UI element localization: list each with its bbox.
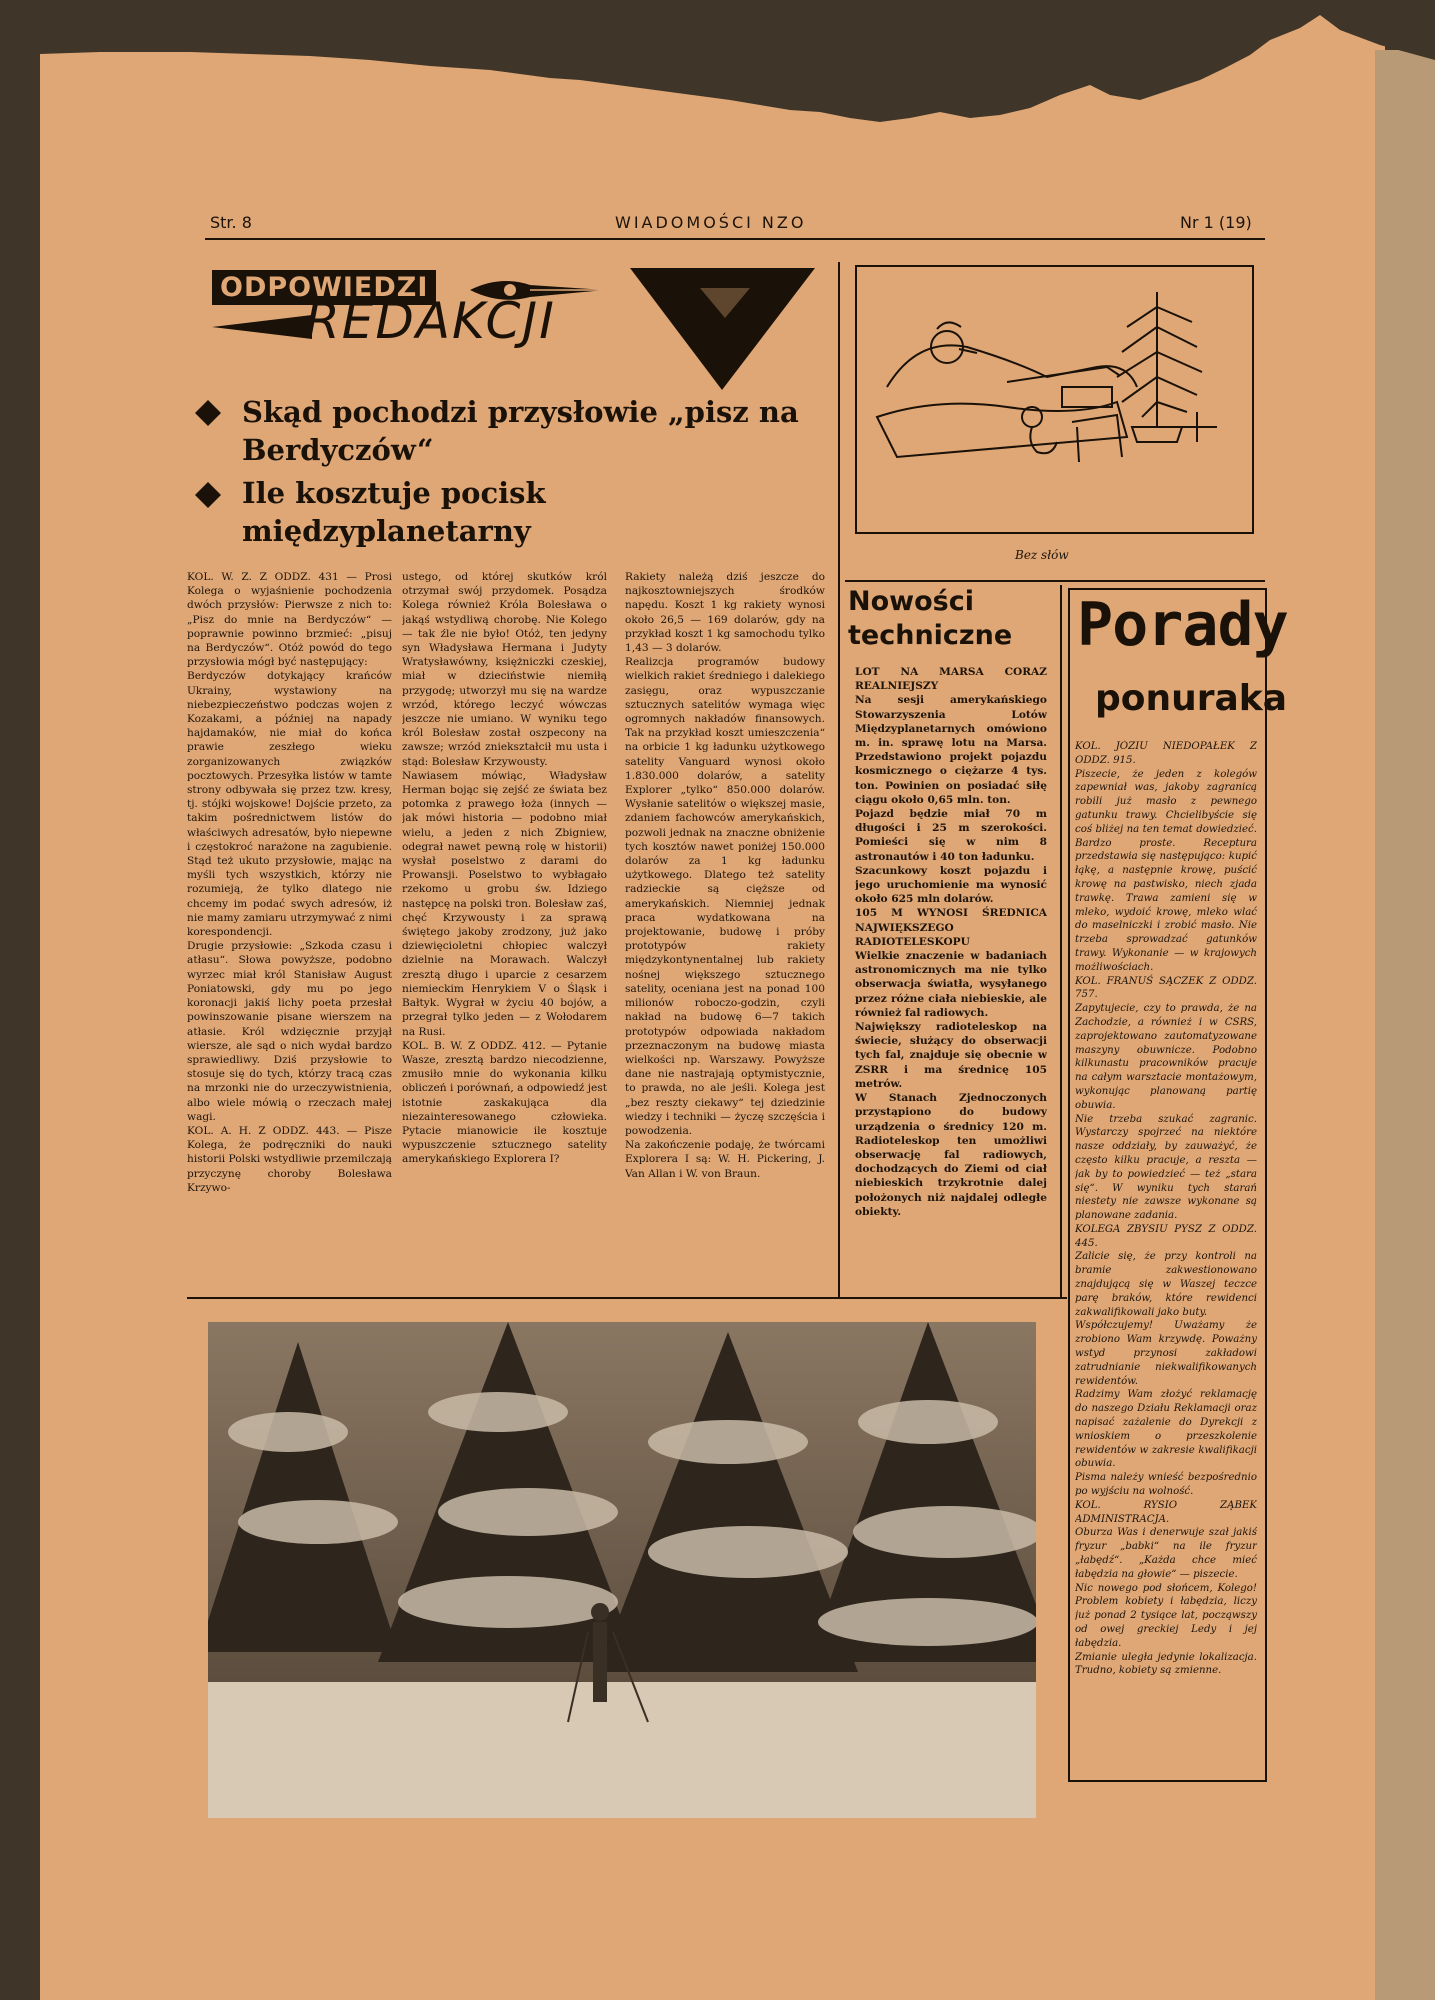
section-logo-top: ODPOWIEDZI [212, 270, 436, 305]
diamond-bullet-icon [195, 400, 221, 426]
column-divider [838, 262, 840, 1297]
adjacent-page-edge [1375, 50, 1435, 2000]
nowosci-title-line-2: techniczne [848, 620, 1013, 651]
arrow-left-icon [212, 315, 312, 345]
snowy-trees-image [208, 1322, 1036, 1818]
answers-column-1: KOL. W. Z. Z ODDZ. 431 — Prosi Kolega o wyjaśnienie pochodzenia dwóch przysłów: Pierwsze z nich to: „Pisz do mnie na Berdyczów“ — poprawnie powinno brzmieć: „pisuj na Berdyczów“. Otóż powód do tego przysłowia mógł być następujący: Berdyczów dotykający krańców Ukrainy, wystawiony na niebezpieczeństwo podczas wojen z Kozakami, a później na napady hajdamaków, nie miał do końca prawie zeszłego wieku zorganizowanych związków pocztowych. Przesyłka listów w tamte strony odbywała się przez tzw. kresy, tj. stójki wojskowe! Dojście przeto, za takim pośrednictwem listów do właściwych adresatów, było niepewne i częstokroć narażone na zagubienie. Stąd też ukuto przysłowie, mając na myśli tych wszystkich, którzy nie rozumieją, że tylko dlatego nie chcemy im podać swych adresów, iż nie mamy zamiaru utrzymywać z nimi korespondencji. Drugie przysłowie: „Szkoda czasu i atłasu“. Słowa powyższe, podobno wyrzec miał król Stanisław August Poniatowski, gdy mu po jego koronacji jakiś lichy poeta przesłał powinszowanie pisane wierszem na atłasie. Król wdzięcznie przyjął wiersze, ale sąd o nich wydał bardzo sprawiedliwy. Dziś przysłowie to stosuje się do tych, którzy tracą czas na mrzonki nie do urzeczywistnienia, albo wiele mówią o rzeczach małej wagi. KOL. A. H. Z ODDZ. 443. — Pisze Kolega, że podręczniki do nauki historii Polski wstydliwie przemilczają przyczynę choroby Bolesława Krzywo- [187, 571, 392, 1194]
newspaper-title: WIADOMOŚCI NZO [615, 213, 807, 232]
section-logo-bottom: REDAKCJI [305, 292, 556, 350]
header-rule [205, 238, 1265, 240]
column-divider [1060, 585, 1062, 1297]
cartoon-caption: Bez słów [1015, 548, 1069, 562]
section-rule [187, 1297, 1067, 1299]
porady-title: Porady [1077, 590, 1288, 660]
porady-subtitle: ponuraka [1095, 678, 1288, 719]
headline-2: Ile kosztuje pocisk międzyplanetarny [242, 476, 546, 548]
nowosci-title [848, 585, 1048, 653]
cartoon-drawing [857, 267, 1252, 532]
issue-number: Nr 1 (19) [1180, 213, 1252, 232]
torn-top-edge [0, 0, 1435, 150]
nowosci-text: LOT NA MARSA CORAZ REALNIEJSZY Na sesji amerykańskiego Stowarzyszenia Lotów Międzyplanetarnych omówiono m. in. sprawę lotu na Marsa. Przedstawiono projekt pojazdu kosmicznego o ciężarze 4 tys. ton. Powinien on posiadać siłę ciągu około 0,65 mln. ton. Pojazd będzie miał 70 m długości i 25 m szerokości. Pomieści się w nim 8 astronautów i 40 ton ładunku. Szacunkowy koszt pojazdu i jego uruchomienie ma wynosić około 625 mln dolarów. 105 M WYNOSI ŚREDNICA NAJWIĘKSZEGO RADIOTELESKOPU Wielkie znaczenie w badaniach astronomicznych ma nie tylko obserwacja światła, wysyłanego przez różne ciała niebieskie, ale również fal radiowych. Największy radioteleskop na świecie, służący do obserwacji tych fal, znajduje się obecnie w ZSRR i ma średnicę 105 metrów. W Stanach Zjednoczonych przystąpiono do budowy urządzenia o średnicy 120 m. Radioteleskop ten umożliwi obserwację fal radiowych, dochodzących do Ziemi od ciał niebieskich trzykrotnie dalej położonych niż najdalej odległe obiekty. [855, 666, 1047, 1218]
section-rule [845, 580, 1265, 582]
page-number: Str. 8 [210, 213, 252, 232]
nowosci-title-line-1: Nowości [848, 586, 974, 617]
diamond-bullet-icon [195, 482, 221, 508]
answers-column-2: ustego, od której skutków król otrzymał swój przydomek. Posądza Kolega również Króla Bolesława o jakąś wstydliwą chorobę. Nie Kolego — tak źle nie było! Otóż, ten jedyny syn Władysława Hermana i Judyty Wratysławówny, księżniczki czeskiej, miał w dzieciństwie niemiłą przygodę; utworzył mu się na wardze wrzód, którego leczyć wówczas jeszcze nie umiano. W wyniku tego król Bolesław został oszpecony na zawsze; wrzód zniekształcił mu usta i stąd: Bolesław Krzywousty. Nawiasem mówiąc, Władysław Herman bojąc się zejść ze świata bez potomka z prawego łoża (innych — jak mówi historia — podobno miał wielu, a jeden z nich Zbigniew, odegrał nawet pewną rolę w historii) wysłał poselstwo z darami do Prowansji. Poselstwo to wybłagało rzekomo u grobu św. Idziego następcę na polski tron. Bolesław zaś, chęć Krzywousty i za sprawą świętego jakoby zrodzony, już jako dziewięcioletni chłopiec walczył dzielnie na Morawach. Walczył zresztą długo i uparcie z cesarzem niemieckim Henrykiem V o Śląsk i Bałtyk. Wygrał w życiu 40 bojów, a przegrał tylko jeden — z Wołodarem na Rusi. KOL. B. W. Z ODDZ. 412. — Pytanie Wasze, zresztą bardzo niecodzienne, zmusiło mnie do wykonania kilku obliczeń i porównań, a odpowiedź jest istotnie zaskakująca dla niezainteresowanego człowieka. Pytacie mianowicie ile kosztuje wypuszczenie sztucznego satelity amerykańskiego Explorera I? [402, 571, 607, 1166]
arrow-down-icon [630, 268, 815, 393]
porady-text: KOL. JÓZIU NIEDOPAŁEK Z ODDZ. 915. Piszecie, że jeden z kolegów zapewniał was, jakoby zagranicą robili już masło z pewnego gatunku trawy. Chcielibyście się coś bliżej na ten temat dowiedzieć. Bardzo proste. Receptura przedstawia się następująco: kupić łąkę, a następnie krowę, puścić krowę na pastwisko, niech zjada trawkę. Trawa zamieni się w mleko, wydoić krowę, mleko wlać do maselniczki i zrobić masło. Nie trzeba sprowadzać gatunków trawy. Wykonanie — w krajowych możliwościach. KOL. FRANUŚ SĄCZEK Z ODDZ. 757. Zapytujecie, czy to prawda, że na Zachodzie, a również i w CSRS, zaprojektowano zautomatyzowane maszyny obuwnicze. Podobno kilkunastu pracowników pracuje na całym warsztacie montażowym, wykonując planowaną partię obuwia. Nie trzeba szukać zagranic. Wystarczy spojrzeć na niektóre nasze oddziały, by zauważyć, że często kilku pracuje, a reszta — jak by to powiedzieć — też „stara się“. W wyniku tych starań niestety nie zawsze wykonane są planowane zadania. KOLEGA ZBYSIU PYSZ Z ODDZ. 445. Zalicie się, że przy kontroli na bramie zakwestionowano znajdującą się w Waszej teczce parę braków, które rewidenci zakwalifikowali jako buty. Współczujemy! Uważamy że zrobiono Wam krzywdę. Poważny wstyd przynosi zakładowi zatrudnianie niekwalifikowanych rewidentów. Radzimy Wam złożyć reklamację do naszego Działu Reklamacji oraz napisać zażalenie do Dyrekcji z wnioskiem o przeszkolenie rewidentów w zakresie kwalifikacji obuwia. Pisma należy wnieść bezpośrednio po wyjściu na wolność. KOL. RYSIO ZĄBEK ADMINISTRACJA. Oburza Was i denerwuje szał jakiś fryzur „babki“ na ile fryzur „łabędź“. „Każda chce mieć łabędzia na głowie“ — piszecie. Nic nowego pod słońcem, Kolego! Problem kobiety i łabędzia, liczy już ponad 2 tysiące lat, począwszy od owej greckiej Ledy i jej łabędzia. Zmianie uległa jedynie lokalizacja. Trudno, kobiety są zmienne. [1075, 741, 1257, 1677]
answers-column-3: Rakiety należą dziś jeszcze do najkosztowniejszych środków napędu. Koszt 1 kg rakiety wynosi około 26,5 — 169 dolarów, gdy na przykład koszt 1 kg samochodu tylko 1,43 — 3 dolarów. Realizcja programów budowy wielkich rakiet średniego i dalekiego zasięgu, oraz wypuszczanie sztucznych satelitów wymaga więc ogromnych nakładów finansowych. Tak na przykład koszt umieszczenia“ na orbicie 1 kg ładunku użytkowego satelity Vanguard wynosi około 1.830.000 dolarów, a satelity Explorer „tylko“ 850.000 dolarów. Wysłanie satelitów o większej masie, zdaniem fachowców amerykańskich, pozwoli jednak na znaczne obniżenie tych kosztów nawet poniżej 150.000 dolarów za 1 kg ładunku użytkowego. Dlatego też satelity radzieckie są cięższe od amerykańskich. Niemniej jednak praca wydatkowana na projektowanie, budowę i próby prototypów rakiety międzykontynentalnej lub rakiety nośnej większego sztucznego satelity, oceniana jest na ponad 100 milionów roboczo-godzin, czyli nakład na budowę 6—7 takich prototypów odpowiada nakładom przeznaczonym na budowę miasta wielkości np. Warszawy. Powyższe dane nie nastrajają optymistycznie, to prawda, no ale jeśli. Kolega jest „bez reszty ciekawy“ tej dziedzinie wiedzy i techniki — życzę szczęścia i powodzenia. Na zakończenie podaję, że twórcami Explorera I są: W. H. Pickering, J. Van Allan i W. von Braun. [625, 571, 825, 1180]
winter-forest-photo [208, 1322, 1036, 1818]
headline-1: Skąd pochodzi przysłowie „pisz na Berdyczów“ [242, 395, 799, 467]
cartoon-frame [855, 265, 1254, 534]
